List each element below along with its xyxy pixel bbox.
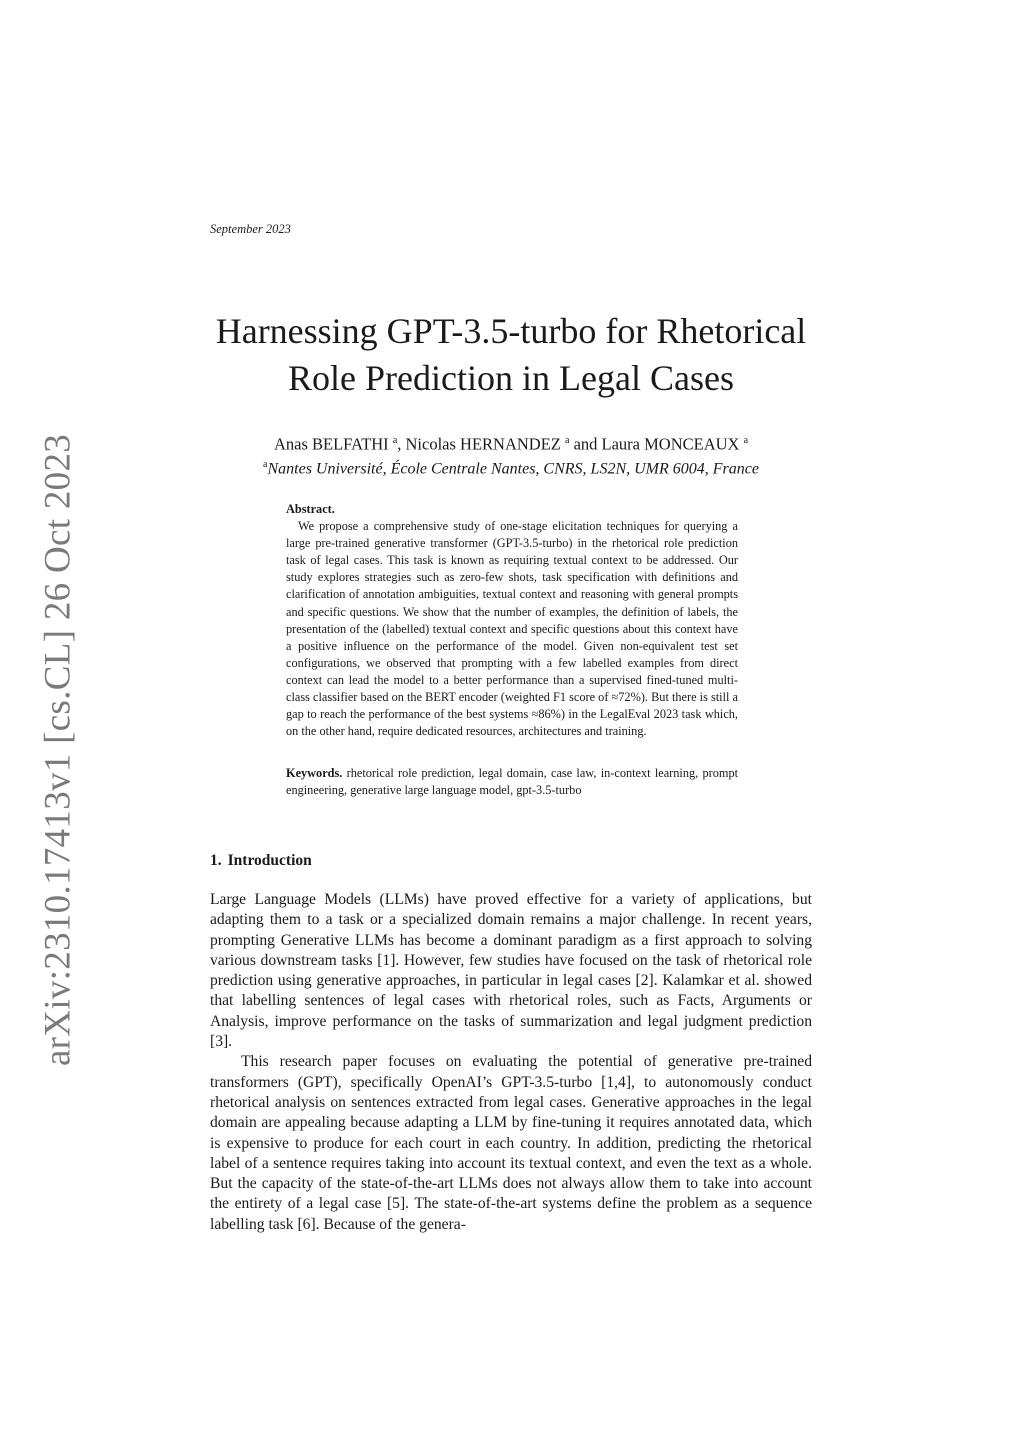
abstract	[286, 501, 738, 740]
section-heading	[210, 852, 312, 870]
paper-title: Harnessing GPT-3.5-turbo for Rhetorical Role Prediction in Legal Cases	[215, 311, 807, 398]
author-affiliation-mark: a	[565, 435, 570, 446]
keywords	[286, 765, 738, 799]
author-separator: and	[569, 434, 602, 454]
affiliation	[210, 453, 812, 481]
author-name: Laura MONCEAUX	[601, 434, 740, 454]
keywords-text: rhetorical role prediction, legal domain, case law, in-context learning, prompt engineering, generative large language model, gpt-3.5-turbo	[286, 766, 739, 798]
body-paragraph: Large Language Models (LLMs) have proved effective for a variety of applications, but adapting them to a task or a specialized domain remains a major challenge. In recent years, prompting Generative LLMs has become a dominant paradigm as a first approach to solving various downstream tasks [1]. However, few studies have focused on the task of rhetorical role prediction using generative approaches, in particular in legal cases [2]. Kalamkar et al. showed that labelling sentences of legal cases with rhetorical roles, such as Facts, Arguments or Analysis, improve performance on the tasks of summarization and legal judgment prediction [3].	[210, 891, 812, 1051]
abstract-text: We propose a comprehensive study of one-stage elicitation techniques for querying a large pre-trained generative transformer (GPT-3.5-turbo) in the rhetorical role prediction task of legal cases. This task is known as requiring textual context to be addressed. Our study explores strategies such as zero-few shots, task specification with definitions and clarification of annotation ambiguities, textual context and reasoning with general prompts and specific questions. We show that the number of examples, the definition of labels, the presentation of the (labelled) textual context and specific questions about this context have a positive influence on the performance of the model. Given non-equivalent test set configurations, we observed that prompting with a few labelled examples from direct context can lead the model to a better performance than a supervised fined-tuned multi-class classifier based on the BERT encoder (weighted F1 score of ≈72%). But there is still a gap to reach the performance of the best systems ≈86%) in the LegalEval 2023 task which, on the other hand, require dedicated resources, architectures and training.	[286, 519, 738, 739]
author-affiliation-mark: a	[392, 435, 398, 446]
arxiv-identifier[interactable]: arXiv:2310.17413v1 [cs.CL] 26 Oct 2023	[37, 433, 79, 1067]
header-date: September 2023	[210, 222, 291, 236]
keywords-label: Keywords.	[286, 766, 343, 780]
affiliation-text: Nantes Université, École Centrale Nantes, CNRS, LS2N, UMR 6004, France	[267, 460, 759, 478]
author-separator: ,	[397, 434, 406, 454]
section-title: Introduction	[227, 852, 312, 869]
section-body	[210, 890, 812, 1235]
author-name: Anas BELFATHI	[273, 434, 389, 454]
body-paragraph: This research paper focuses on evaluating the potential of generative pre-trained transformers (GPT), specifically OpenAI’s GPT-3.5-turbo [1,4], to autonomously conduct rhetorical analysis on sentences extracted from legal cases. Generative approaches in the legal domain are appealing because adapting a LLM by fine-tuning it requires annotated data, which is expensive to produce for each court in each country. In addition, predicting the rhetorical label of a sentence requires taking into account its textual context, and even the text as a whole. But the capacity of the state-of-the-art LLMs does not always allow them to take into account the entirety of a legal case [5]. The state-of-the-art systems define the problem as a sequence labelling task [6]. Because of the genera-	[210, 1053, 812, 1233]
section-number: 1.	[210, 852, 222, 869]
author-name: Nicolas HERNANDEZ	[405, 434, 561, 454]
affiliation-mark: a	[263, 459, 268, 470]
author-affiliation-mark: a	[743, 435, 749, 446]
abstract-label: Abstract.	[286, 502, 335, 516]
